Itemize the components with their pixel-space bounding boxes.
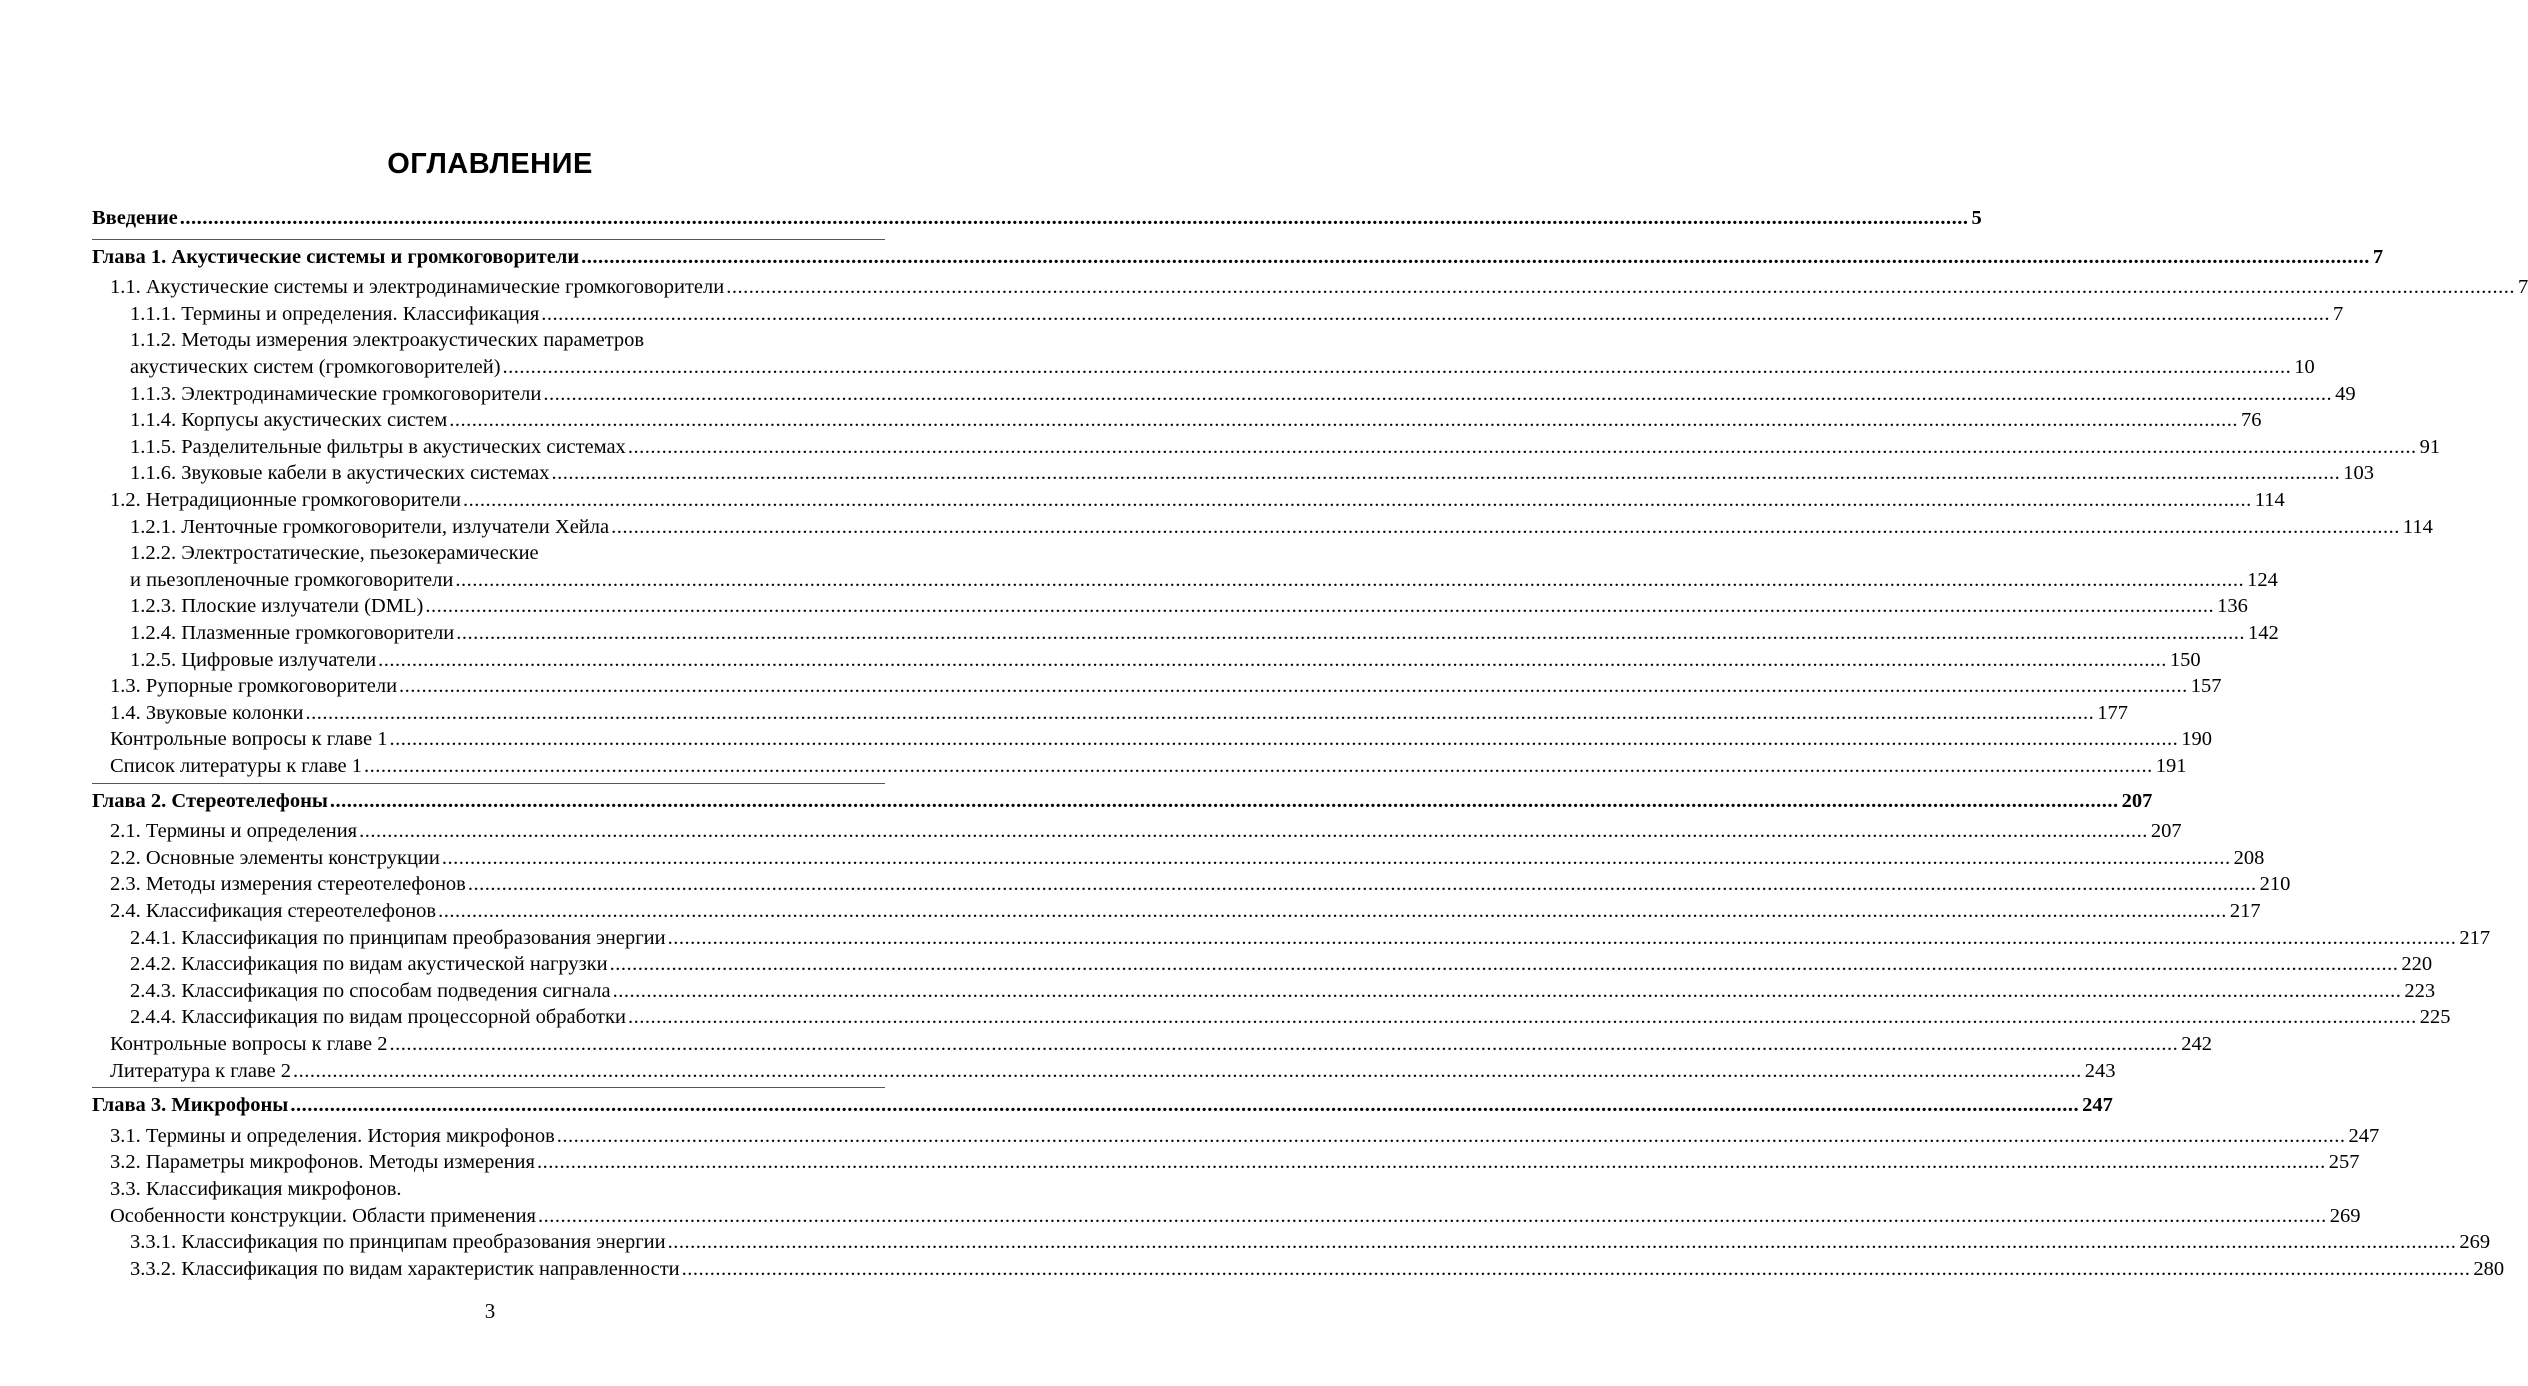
toc-entry-title: Список литературы к главе 1 [110,755,363,777]
dot-leader [668,1229,2457,1255]
dot-leader [668,925,2457,951]
toc-entry-title: 3.2. Параметры микрофонов. Методы измерения [110,1151,535,1174]
dot-leader [456,620,2245,646]
toc-entry-page: 191 [2155,755,2187,777]
toc-entry-title: 3.3.1. Классификация по принципам преобразования энергии [130,1231,666,1254]
page-number: 3 [484,1299,496,1323]
dot-leader [425,593,2214,619]
chapter-divider [92,783,885,784]
dot-leader [389,1031,2178,1057]
toc-entry[interactable] [110,871,2291,897]
toc-entry-title: 1.2.3. Плоские излучатели (DML) [130,595,424,618]
toc-entry-page: 76 [2240,409,2262,432]
dot-leader [442,845,2231,871]
dot-leader [613,978,2402,1004]
dot-leader [726,274,2515,300]
toc-entry[interactable] [110,487,2285,513]
toc-entry[interactable] [130,951,2433,977]
toc-entry-title: 2.1. Термины и определения [110,820,358,843]
toc-entry-page: 269 [2329,1204,2361,1227]
dot-leader [290,1092,2079,1118]
toc-entry-title: 2.4.1. Классификация по принципам преобразования энергии [130,926,666,949]
toc-entry[interactable] [130,1229,2491,1255]
toc-entry-title: 1.1.4. Корпусы акустических систем [130,409,448,432]
toc-entry[interactable] [110,673,2222,699]
toc-entry-title: 1.3. Рупорные громкоговорители [110,675,398,698]
toc-entry-title: 2.4.4. Классификация по видам процессорной обработки [130,1006,626,1029]
toc-entry-page: 225 [2419,1006,2451,1029]
dot-leader [628,434,2417,460]
toc-chapter-entry[interactable] [92,205,1982,231]
toc-entry-title: 2.4.2. Классификация по видам акустической нагрузки [130,953,608,976]
toc-entry-title: 1.4. Звуковые колонки [110,701,304,724]
toc-entry-title: 2.3. Методы измерения стереотелефонов [110,873,466,896]
toc-entry[interactable] [130,434,2441,460]
toc-entry-page: 207 [2121,789,2153,812]
toc-entry-page: 223 [2404,979,2436,1002]
toc-entry-page: 7 [2372,245,2384,268]
toc-entry[interactable] [110,1123,2380,1149]
toc-entry-page: 243 [2084,1059,2116,1082]
dot-leader [611,514,2400,540]
toc-entry-page: 150 [2169,648,2201,671]
toc-entry[interactable] [130,407,2262,433]
dot-leader [180,205,1969,231]
dot-leader [541,301,2330,327]
toc-entry-page: 177 [2097,701,2128,724]
toc-entry[interactable] [130,1004,2451,1030]
toc-entry-page: 7 [2517,276,2528,299]
dot-leader [359,818,2148,844]
toc-entry-title: 1.1.6. Звуковые кабели в акустических системах [130,462,550,485]
dot-leader [455,567,2244,593]
chapter-divider [92,1087,885,1088]
dot-leader [552,460,2341,486]
toc-entry-title: 3.3. Классификация микрофонов. [110,1178,402,1200]
toc-entry[interactable] [130,978,2436,1004]
toc-entry-title: 1.2.1. Ленточные громкоговорители, излучатели Хейла [130,515,610,538]
toc-entry-title: Глава 2. Стереотелефоны [92,789,328,812]
dot-leader [557,1123,2346,1149]
page-title: ОГЛАВЛЕНИЕ [387,148,593,180]
toc-entry-page: 114 [2254,489,2285,511]
toc-entry-title: Глава 3. Микрофоны [92,1094,289,1117]
chapter-divider [92,239,885,240]
toc-entry[interactable] [130,567,2278,593]
toc-entry-title: 2.4. Классификация стереотелефонов [110,900,437,922]
toc-entry[interactable] [130,593,2248,619]
dot-leader [399,673,2188,699]
toc-entry[interactable] [110,1176,885,1202]
dot-leader [537,1149,2326,1175]
toc-entry-title: акустических систем (громкоговорителей) [130,356,501,378]
toc-entry[interactable] [130,354,2315,380]
dot-leader [503,354,2292,380]
toc-entry[interactable] [130,301,2344,327]
toc-entry-page: 247 [2082,1094,2113,1117]
toc-entry[interactable] [130,327,885,353]
dot-leader [628,1004,2417,1030]
toc-entry-page: 5 [1971,207,1982,229]
toc-entry-page: 207 [2150,820,2182,843]
toc-entry-page: 157 [2190,675,2222,698]
toc-chapter-entry[interactable] [92,1092,2113,1118]
toc-entry-page: 49 [2335,382,2356,405]
toc-entry-title: Особенности конструкции. Области применения [110,1204,536,1227]
toc-entry-title: 1.1.2. Методы измерения электроакустических параметров [130,329,645,352]
toc-entry[interactable] [110,898,2261,924]
toc-entry[interactable] [110,1203,2361,1229]
toc-entry-title: 2.4.3. Классификация по способам подведения сигнала [130,979,611,1002]
dot-leader [306,700,2095,726]
toc-entry-page: 217 [2229,900,2261,922]
dot-leader [463,487,2252,513]
toc-entry-title: 1.1. Акустические системы и электродинамические громкоговорители [110,276,725,299]
toc-entry[interactable] [110,818,2182,844]
toc-chapter-entry[interactable] [92,244,2384,270]
toc-entry-title: Введение [92,207,178,229]
toc-entry-title: 3.1. Термины и определения. История микрофонов [110,1124,555,1147]
toc-entry[interactable] [130,514,2433,540]
toc-entry[interactable] [130,381,2356,407]
toc-entry-page: 190 [2181,728,2212,751]
toc-entry-page: 103 [2343,462,2375,485]
toc-entry[interactable] [110,700,2128,726]
toc-entry-title: 1.1.3. Электродинамические громкоговорители [130,382,542,405]
toc-entry-page: 280 [2473,1257,2505,1280]
toc-entry-page: 217 [2459,926,2491,949]
toc-entry-title: и пьезопленочные громкоговорители [130,568,454,591]
dot-leader [330,788,2119,814]
toc-entry-page: 7 [2333,302,2344,325]
toc-entry[interactable] [130,925,2491,951]
toc-entry[interactable] [130,540,885,566]
dot-leader [293,1058,2082,1084]
toc-entry[interactable] [130,647,2201,673]
toc-entry-title: 1.2.4. Плазменные громкоговорители [130,622,455,644]
dot-leader [610,951,2399,977]
toc-entry-title: 2.2. Основные элементы конструкции [110,846,440,869]
toc-entry-page: 114 [2402,515,2433,538]
toc-entry-title: 1.1.1. Термины и определения. Классификация [130,302,540,325]
dot-leader [581,244,2370,270]
toc-entry-title: Литература к главе 2 [110,1059,291,1082]
toc-entry-page: 257 [2328,1151,2360,1174]
toc-entry-page: 220 [2401,953,2433,976]
toc-entry[interactable] [130,620,2279,646]
dot-leader [378,647,2167,673]
toc-entry-title: 1.2. Нетрадиционные громкоговорители [110,489,461,511]
toc-entry-title: 1.1.5. Разделительные фильтры в акустических системах [130,435,626,458]
toc-entry-page: 210 [2259,873,2291,896]
toc-entry-page: 10 [2294,356,2315,378]
toc-entry[interactable] [110,1031,2212,1057]
dot-leader [438,898,2227,924]
dot-leader [538,1203,2327,1229]
toc-entry-title: Контрольные вопросы к главе 2 [110,1033,388,1055]
toc-entry-page: 247 [2348,1124,2380,1147]
toc-entry[interactable] [110,1149,2360,1175]
dot-leader [468,871,2257,897]
toc-entry[interactable] [130,460,2375,486]
dot-leader [364,753,2153,779]
toc-entry-page: 142 [2248,622,2279,644]
toc-chapter-entry[interactable] [92,788,2153,814]
dot-leader [543,381,2332,407]
toc-entry[interactable] [130,1256,2505,1282]
dot-leader [389,726,2178,752]
toc-entry[interactable] [110,274,2528,300]
toc-entry-title: 1.2.5. Цифровые излучатели [130,648,377,671]
dot-leader [449,407,2238,433]
toc-entry[interactable] [110,1058,2116,1084]
toc-entry-page: 136 [2217,595,2248,618]
toc-entry-page: 208 [2233,846,2265,869]
toc-entry-title: Глава 1. Акустические системы и громкоговорители [92,245,580,268]
toc-entry-title: 1.2.2. Электростатические, пьезокерамические [130,542,539,565]
toc-entry-page: 269 [2459,1231,2491,1254]
toc-entry-title: 3.3.2. Классификация по видам характеристик направленности [130,1257,680,1280]
toc-entry-page: 242 [2181,1033,2212,1055]
toc-entry-page: 91 [2419,435,2441,458]
dot-leader [682,1256,2471,1282]
toc-entry[interactable] [110,753,2187,779]
toc-entry[interactable] [110,845,2265,871]
toc-entry-title: Контрольные вопросы к главе 1 [110,728,388,751]
toc-entry[interactable] [110,726,2212,752]
toc-entry-page: 124 [2247,568,2278,591]
